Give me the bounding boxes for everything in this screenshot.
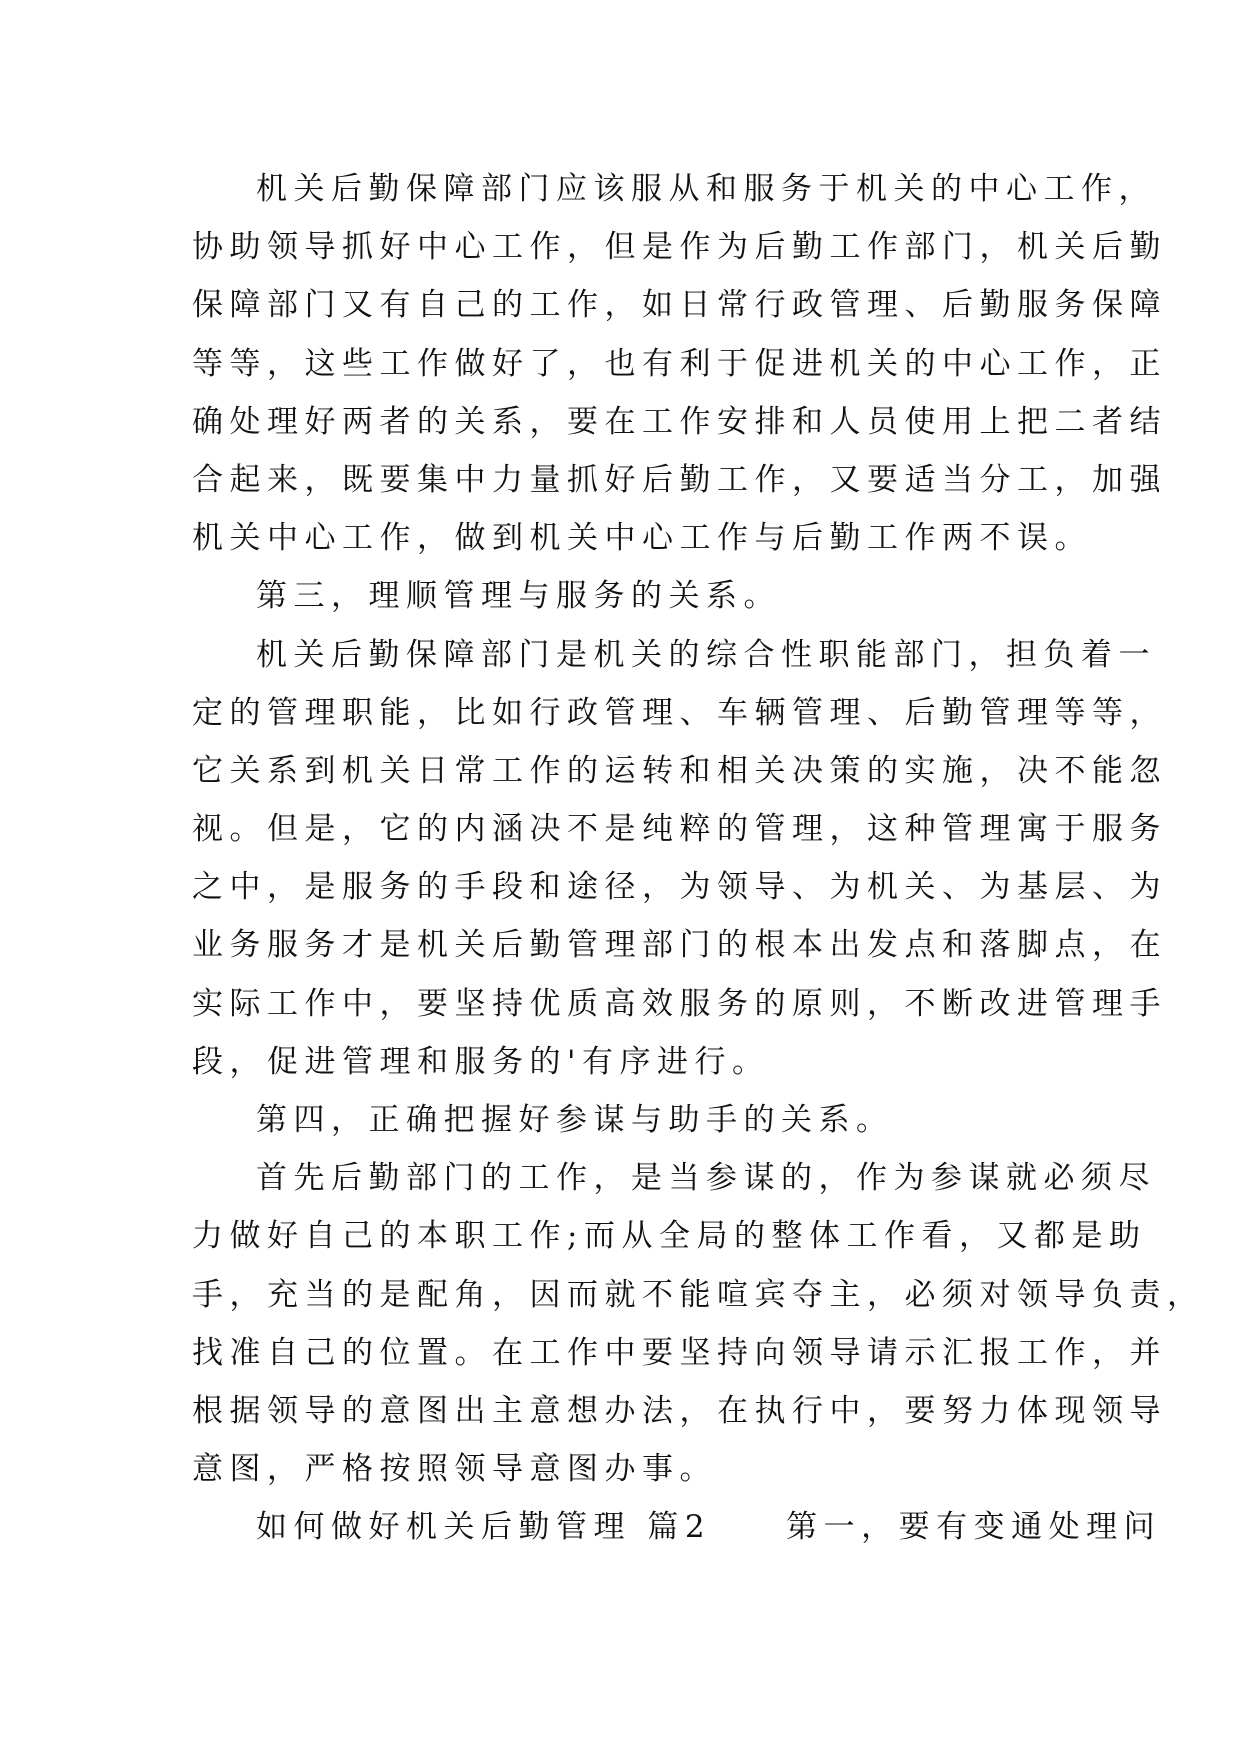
section-heading: 第三，理顺管理与服务的关系。 <box>256 578 781 615</box>
text-line: 业务服务才是机关后勤管理部门的根本出发点和落脚点，在 <box>192 927 1167 964</box>
text-line: 首先后勤部门的工作，是当参谋的，作为参谋就必须尽 <box>256 1160 1156 1197</box>
text-line: 力做好自己的本职工作;而从全局的整体工作看，又都是助 <box>192 1218 1147 1255</box>
text-line: 手，充当的是配角，因而就不能喧宾夺主，必须对领导负责， <box>192 1276 1205 1313</box>
text-line: 机关后勤保障部门应该服从和服务于机关的中心工作， <box>256 171 1156 207</box>
text-line: 实际工作中，要坚持优质高效服务的原则，不断改进管理手 <box>192 985 1167 1022</box>
text-line: 合起来，既要集中力量抓好后勤工作，又要适当分工，加强 <box>192 461 1167 498</box>
text-line: 保障部门又有自己的工作，如日常行政管理、后勤服务保障 <box>192 287 1167 324</box>
text-line: 它关系到机关日常工作的运转和相关决策的实施，决不能忽 <box>192 752 1167 789</box>
text-line: 段，促进管理和服务的'有序进行。 <box>192 1043 770 1080</box>
text-line: 机关后勤保障部门是机关的综合性职能部门，担负着一 <box>256 636 1156 673</box>
text-line: 机关中心工作，做到机关中心工作与后勤工作两不误。 <box>192 520 1092 557</box>
text-line: 定的管理职能，比如行政管理、车辆管理、后勤管理等等， <box>192 694 1167 731</box>
text-line: 确处理好两者的关系，要在工作安排和人员使用上把二者结 <box>192 403 1167 440</box>
text-line: 根据领导的意图出主意想办法，在执行中，要努力体现领导 <box>192 1392 1167 1429</box>
text-line: 等等，这些工作做好了，也有利于促进机关的中心工作，正 <box>192 345 1167 382</box>
section-heading: 第四，正确把握好参谋与助手的关系。 <box>256 1102 894 1138</box>
text-line: 协助领导抓好中心工作，但是作为后勤工作部门，机关后勤 <box>192 229 1167 266</box>
text-line: 之中，是服务的手段和途径，为领导、为机关、为基层、为 <box>192 869 1167 906</box>
text-line: 如何做好机关后勤管理 篇2 第一，要有变通处理问 <box>256 1509 1162 1546</box>
text-line: 视。但是，它的内涵决不是纯粹的管理，这种管理寓于服务 <box>192 811 1167 848</box>
body-text <box>192 160 1205 1557</box>
text-line: 找准自己的位置。在工作中要坚持向领导请示汇报工作，并 <box>192 1334 1167 1371</box>
text-line: 意图，严格按照领导意图办事。 <box>192 1451 717 1488</box>
